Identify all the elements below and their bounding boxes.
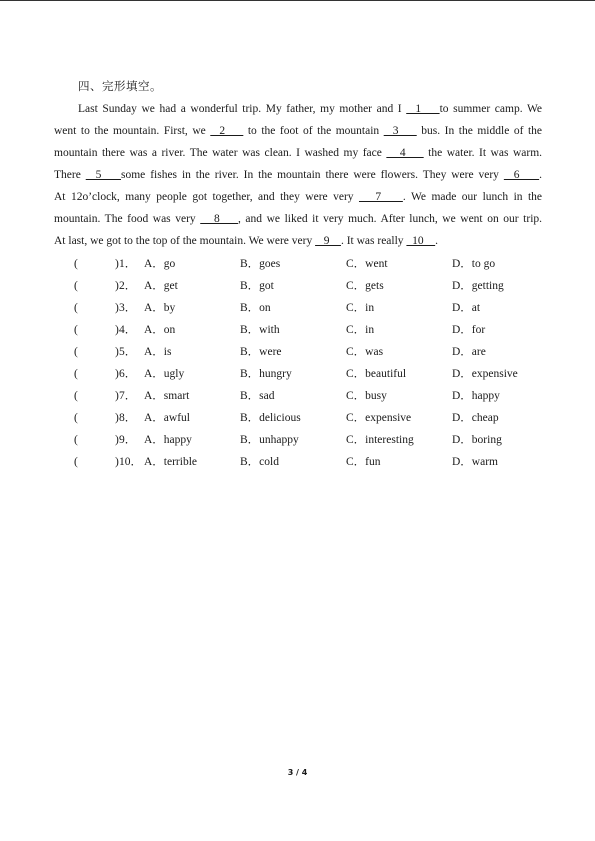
question-number: 3． [119, 302, 137, 314]
cloze-passage [54, 98, 542, 252]
passage-text: There [54, 169, 86, 181]
top-border-line [0, 0, 595, 1]
passage-line [54, 142, 542, 164]
passage-text: . [539, 169, 542, 181]
passage-line [54, 120, 542, 142]
option-c: C．was [346, 346, 384, 358]
answer-paren-right: ) [115, 390, 119, 402]
answer-blank: 10 [406, 235, 436, 247]
question-list [74, 253, 554, 473]
option-d: D．getting [452, 280, 504, 292]
question-number: 8． [119, 412, 137, 424]
option-a: A．awful [144, 412, 190, 424]
answer-paren-left: ( [74, 434, 78, 446]
answer-paren-right: ) [115, 412, 119, 424]
passage-text: . [435, 235, 439, 247]
option-a: A．ugly [144, 368, 185, 380]
answer-blank: 4 [386, 147, 424, 159]
question-row [74, 275, 554, 297]
option-b: B．goes [240, 258, 281, 270]
answer-blank: 2 [210, 125, 244, 137]
question-row [74, 451, 554, 473]
answer-paren-right: ) [115, 368, 119, 380]
option-d: D．are [452, 346, 486, 358]
answer-paren-left: ( [74, 390, 78, 402]
option-a: A．by [144, 302, 176, 314]
passage-text: . It was really [340, 235, 407, 247]
answer-blank: 7 [358, 191, 403, 203]
option-b: B．unhappy [240, 434, 299, 446]
question-row [74, 297, 554, 319]
answer-blank: 1 [406, 103, 440, 115]
question-number: 7． [119, 390, 137, 402]
option-c: C．went [346, 258, 388, 270]
question-row [74, 429, 554, 451]
option-d: D．to go [452, 258, 496, 270]
option-d: D．expensive [452, 368, 518, 380]
question-number: 2． [119, 280, 137, 292]
answer-paren-left: ( [74, 302, 78, 314]
passage-text: to the foot of the mountain [243, 125, 384, 137]
answer-paren-left: ( [74, 346, 78, 358]
option-a: A．go [144, 258, 176, 270]
option-c: C．gets [346, 280, 384, 292]
question-row [74, 385, 554, 407]
page-number: 3 / 4 [287, 768, 308, 777]
question-number: 1． [119, 258, 137, 270]
answer-paren-left: ( [74, 324, 78, 336]
option-a: A．terrible [144, 456, 198, 468]
option-d: D．cheap [452, 412, 499, 424]
answer-blank: 5 [85, 169, 121, 181]
passage-text: , and we liked it very much. After lunch, we went on our trip. [237, 213, 543, 225]
question-row [74, 363, 554, 385]
answer-blank: 8 [200, 213, 238, 225]
passage-line [54, 98, 542, 120]
option-c: C．beautiful [346, 368, 407, 380]
option-b: B．on [240, 302, 271, 314]
option-b: B．were [240, 346, 282, 358]
answer-paren-left: ( [74, 258, 78, 270]
option-c: C．in [346, 324, 375, 336]
passage-text: mountain. The food was very [54, 213, 201, 225]
option-b: B．with [240, 324, 280, 336]
answer-paren-left: ( [74, 456, 78, 468]
passage-text: went to the mountain. First, we [54, 125, 211, 137]
passage-text: to summer camp. We [439, 103, 542, 115]
question-number: 9． [119, 434, 137, 446]
option-b: B．cold [240, 456, 279, 468]
question-number: 5． [119, 346, 137, 358]
option-d: D．at [452, 302, 481, 314]
answer-paren-right: ) [115, 280, 119, 292]
question-row [74, 407, 554, 429]
question-row [74, 319, 554, 341]
option-c: C．busy [346, 390, 387, 402]
answer-blank: 3 [383, 125, 417, 137]
question-row [74, 341, 554, 363]
option-d: D．for [452, 324, 486, 336]
answer-paren-right: ) [115, 434, 119, 446]
option-c: C．in [346, 302, 375, 314]
answer-paren-right: ) [115, 258, 119, 270]
question-number: 10． [119, 456, 142, 468]
option-a: A．is [144, 346, 172, 358]
passage-text: the water. It was warm. [423, 147, 543, 159]
answer-paren-right: ) [115, 324, 119, 336]
passage-text: At 12o’clock, many people got together, and they were very [54, 191, 359, 203]
option-c: C．expensive [346, 412, 412, 424]
passage-line [54, 208, 542, 230]
option-c: C．fun [346, 456, 381, 468]
option-d: D．warm [452, 456, 498, 468]
option-d: D．boring [452, 434, 502, 446]
answer-paren-right: ) [115, 302, 119, 314]
passage-text: bus. In the middle of the [416, 125, 543, 137]
option-a: A．get [144, 280, 178, 292]
passage-line [54, 230, 542, 252]
passage-text: . We made our lunch in the [402, 191, 543, 203]
answer-paren-left: ( [74, 368, 78, 380]
passage-text: mountain there was a river. The water was clean. I washed my face [54, 147, 387, 159]
option-b: B．got [240, 280, 274, 292]
answer-paren-left: ( [74, 280, 78, 292]
section-title: 四、完形填空。 [78, 79, 162, 93]
passage-line [54, 164, 542, 186]
question-number: 4． [119, 324, 137, 336]
answer-blank: 9 [315, 235, 341, 247]
passage-text: some fishes in the river. In the mountain there were flowers. They were very [121, 169, 504, 181]
passage-line [54, 186, 542, 208]
answer-paren-right: ) [115, 346, 119, 358]
option-a: A．smart [144, 390, 190, 402]
option-a: A．happy [144, 434, 192, 446]
option-b: B．hungry [240, 368, 292, 380]
question-number: 6． [119, 368, 137, 380]
answer-blank: 6 [503, 169, 540, 181]
option-a: A．on [144, 324, 176, 336]
answer-paren-right: ) [115, 456, 119, 468]
option-c: C．interesting [346, 434, 414, 446]
passage-text: Last Sunday we had a wonderful trip. My father, my mother and I [78, 103, 407, 115]
option-b: B．sad [240, 390, 275, 402]
answer-paren-left: ( [74, 412, 78, 424]
option-d: D．happy [452, 390, 500, 402]
passage-text: At last, we got to the top of the mountain. We were very [54, 235, 316, 247]
question-row [74, 253, 554, 275]
option-b: B．delicious [240, 412, 301, 424]
